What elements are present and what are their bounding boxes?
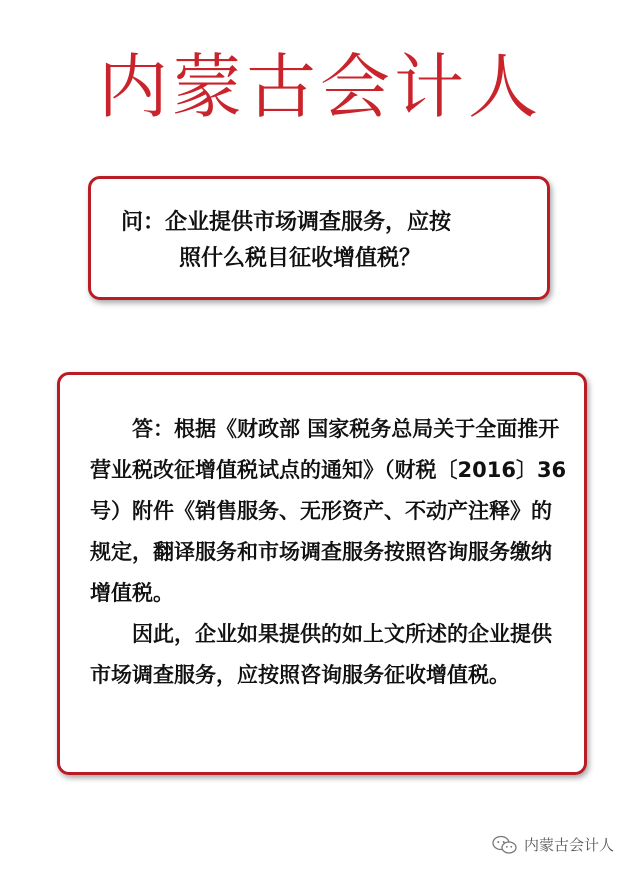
question-box <box>88 176 550 300</box>
answer-paragraph-1: 答：根据《财政部 国家税务总局关于全面推开营业税改征增值税试点的通知》（财税〔2016〕36号）附件《销售服务、无形资产、不动产注释》的规定，翻译服务和市场调查服务按照咨询服务缴纳增值税。 <box>90 417 567 605</box>
answer-paragraph-2: 因此，企业如果提供的如上文所述的企业提供市场调查服务，应按照咨询服务征收增值税。 <box>90 622 552 687</box>
question-line-1: 问：企业提供市场调查服务，应按 <box>121 210 452 235</box>
watermark-label: 内蒙古会计人 <box>523 836 614 854</box>
wechat-icon <box>492 835 518 855</box>
answer-text <box>90 409 568 696</box>
question-line-2: 照什么税目征收增值税？ <box>179 246 422 271</box>
watermark <box>492 834 614 855</box>
page-title: 内蒙古会计人 <box>98 46 542 128</box>
question-text <box>121 205 531 277</box>
answer-box <box>57 372 587 775</box>
